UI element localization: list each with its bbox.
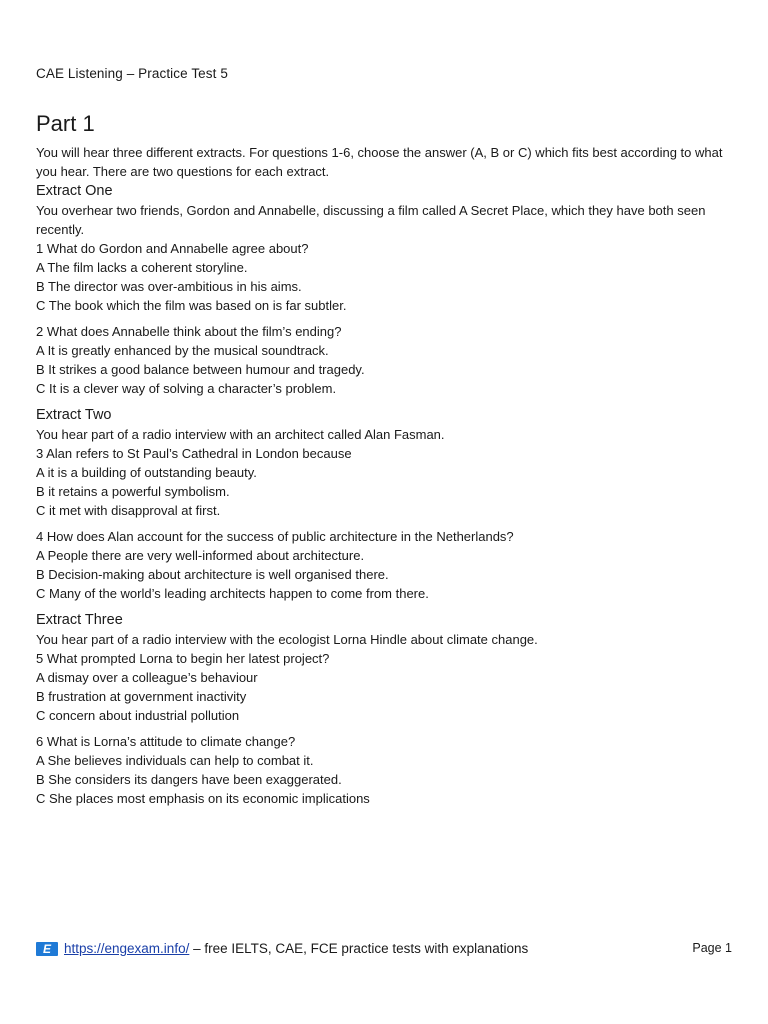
extract-two: [36, 405, 736, 603]
answer-option-b: B Decision-making about architecture is well organised there.: [36, 567, 389, 582]
part-title: Part 1: [36, 111, 95, 136]
question-3: [36, 444, 736, 520]
page-footer: [36, 940, 732, 960]
extract-heading: Extract Three: [36, 612, 123, 628]
engexam-logo-icon: E: [36, 942, 58, 956]
question-stem: 4 How does Alan account for the success of public architecture in the Netherlands?: [36, 529, 514, 544]
answer-option-b: B frustration at government inactivity: [36, 689, 247, 704]
question-4: [36, 527, 736, 603]
extract-heading: Extract Two: [36, 407, 112, 423]
question-5: [36, 649, 736, 725]
answer-option-a: A She believes individuals can help to combat it.: [36, 753, 314, 768]
question-stem: 3 Alan refers to St Paul’s Cathedral in London because: [36, 446, 352, 461]
answer-option-a: A it is a building of outstanding beauty.: [36, 465, 257, 480]
extract-heading: Extract One: [36, 183, 113, 199]
document-content: [36, 143, 736, 815]
answer-option-a: A dismay over a colleague’s behaviour: [36, 670, 258, 685]
answer-option-a: A It is greatly enhanced by the musical soundtrack.: [36, 343, 329, 358]
extract-one: [36, 181, 736, 398]
answer-option-b: B It strikes a good balance between humour and tragedy.: [36, 362, 365, 377]
extract-three: [36, 610, 736, 808]
question-stem: 6 What is Lorna’s attitude to climate change?: [36, 734, 296, 749]
answer-option-b: B She considers its dangers have been exaggerated.: [36, 772, 342, 787]
answer-option-c: C concern about industrial pollution: [36, 708, 240, 723]
footer-tagline: – free IELTS, CAE, FCE practice tests with explanations: [189, 941, 529, 956]
footer-website-link[interactable]: https://engexam.info/: [64, 941, 190, 956]
extract-context: You hear part of a radio interview with an architect called Alan Fasman.: [36, 427, 445, 442]
answer-option-c: C It is a clever way of solving a character’s problem.: [36, 381, 337, 396]
question-stem: 5 What prompted Lorna to begin her latest project?: [36, 651, 330, 666]
answer-option-a: A People there are very well-informed about architecture.: [36, 548, 365, 563]
answer-option-c: C Many of the world’s leading architects happen to come from there.: [36, 586, 429, 601]
answer-option-c: C it met with disapproval at first.: [36, 503, 221, 518]
question-stem: 2 What does Annabelle think about the film’s ending?: [36, 324, 342, 339]
answer-option-b: B it retains a powerful symbolism.: [36, 484, 230, 499]
answer-option-c: C She places most emphasis on its economic implications: [36, 791, 370, 806]
answer-option-c: C The book which the film was based on is far subtler.: [36, 298, 347, 313]
extract-context: You overhear two friends, Gordon and Annabelle, discussing a film called A Secret Place, which they have both seen recently.: [36, 203, 706, 237]
document-header-title: CAE Listening – Practice Test 5: [36, 66, 228, 81]
question-1: [36, 239, 736, 315]
page-number: Page 1: [692, 941, 732, 955]
question-stem: 1 What do Gordon and Annabelle agree about?: [36, 241, 309, 256]
footer-text: [64, 941, 528, 956]
answer-option-b: B The director was over-ambitious in his aims.: [36, 279, 302, 294]
question-2: [36, 322, 736, 398]
question-6: [36, 732, 736, 808]
part-instructions: You will hear three different extracts. For questions 1-6, choose the answer (A, B or C) which fits best according to what you hear. There are two questions for each extract.: [36, 145, 723, 179]
answer-option-a: A The film lacks a coherent storyline.: [36, 260, 248, 275]
extract-context: You hear part of a radio interview with the ecologist Lorna Hindle about climate change.: [36, 632, 538, 647]
